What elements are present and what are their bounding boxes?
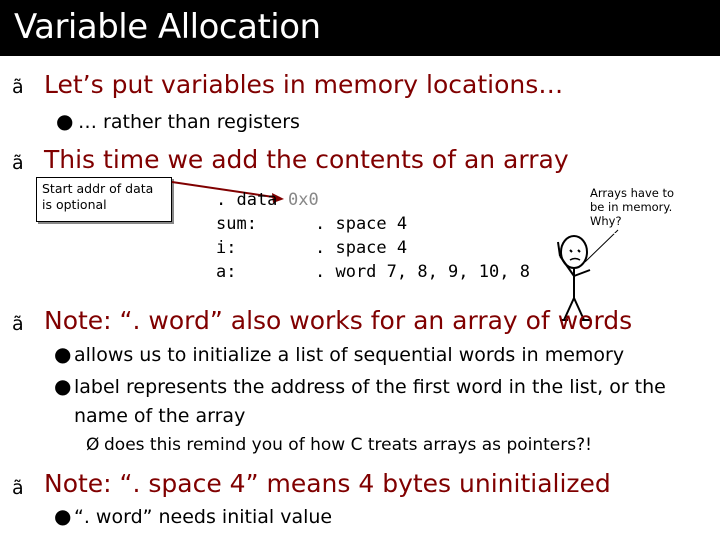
point-1a: … rather than registers bbox=[78, 111, 300, 133]
point-3b-cont: name of the array bbox=[74, 405, 246, 427]
code-directive-a: . word 7, 8, 9, 10, 8 bbox=[315, 262, 530, 282]
bullet-marker: ã bbox=[12, 477, 24, 499]
code-label-i: i: bbox=[216, 238, 237, 258]
point-3: Note: “. word” also works for an array of words bbox=[44, 306, 633, 335]
point-4a: “. word” needs initial value bbox=[74, 506, 333, 528]
code-directive-i: . space 4 bbox=[315, 238, 408, 258]
code-data-keyword: . data bbox=[216, 190, 278, 210]
bullet-marker: ã bbox=[12, 313, 24, 335]
sub-bullet-marker: ● bbox=[54, 342, 72, 366]
bullet-marker: ã bbox=[12, 152, 24, 174]
callout-line-1: Start addr of data bbox=[42, 181, 154, 196]
point-2: This time we add the contents of an array bbox=[44, 145, 569, 174]
sub-bullet-marker: ● bbox=[54, 504, 72, 528]
point-3a: allows us to initialize a list of sequential words in memory bbox=[74, 344, 625, 366]
side-note-line-1: Arrays have to bbox=[590, 186, 675, 200]
side-note-line-2: be in memory. bbox=[590, 200, 673, 214]
point-3c: does this remind you of how C treats arrays as pointers?! bbox=[104, 435, 592, 455]
callout-line-2: is optional bbox=[42, 197, 107, 212]
slide-title: Variable Allocation bbox=[14, 7, 321, 47]
point-4: Note: “. space 4” means 4 bytes uninitialized bbox=[44, 469, 611, 498]
sub-bullet-marker: ● bbox=[54, 374, 72, 398]
side-note-line-3: Why? bbox=[590, 214, 622, 228]
point-3b: label represents the address of the first word in the list, or the bbox=[74, 376, 666, 398]
point-3c-arrow: Ø bbox=[86, 435, 100, 455]
code-label-sum: sum: bbox=[216, 214, 257, 234]
sub-bullet-marker: ● bbox=[56, 109, 74, 133]
code-directive-sum: . space 4 bbox=[315, 214, 408, 234]
code-data-address: 0x0 bbox=[288, 190, 319, 210]
side-note bbox=[590, 186, 690, 228]
bullet-marker: ã bbox=[12, 76, 24, 98]
point-1: Let’s put variables in memory locations… bbox=[44, 70, 564, 99]
code-label-a: a: bbox=[216, 262, 237, 282]
